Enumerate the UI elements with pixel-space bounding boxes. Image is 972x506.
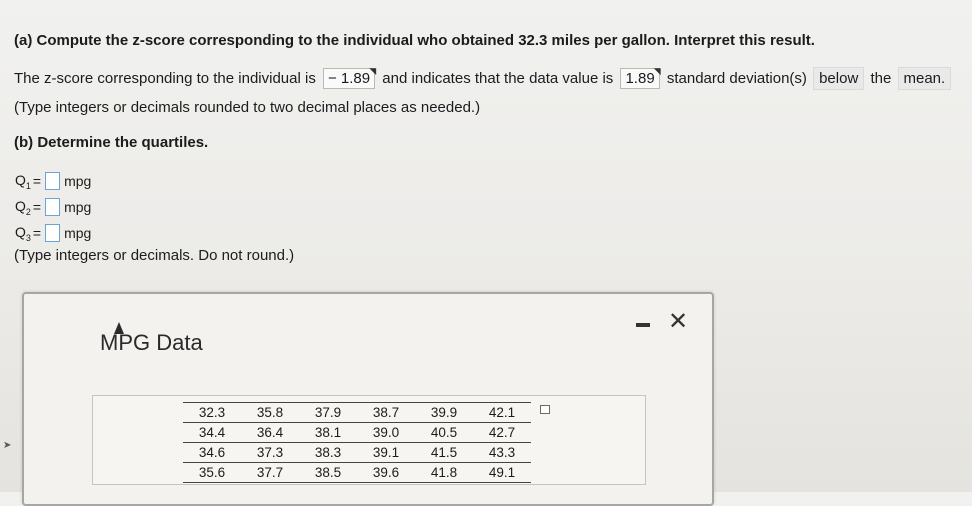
table-row (183, 403, 531, 423)
equals-sign: = (32, 173, 42, 190)
table-row (183, 443, 531, 463)
part-b-hint: (Type integers or decimals. Do not round.) (14, 247, 295, 264)
std-value: 1.89 (625, 70, 655, 87)
table-cell: 35.8 (241, 403, 299, 423)
table-cell: 37.3 (241, 443, 299, 463)
equals-sign: = (32, 199, 42, 216)
part-a-question-text: Compute the z-score corresponding to the individual who obtained 32.3 miles per gallon. Interpret this result. (36, 32, 815, 49)
part-b-label: (b) (14, 134, 34, 151)
close-icon[interactable]: ✕ (668, 308, 689, 335)
table-cell: 42.7 (473, 423, 531, 443)
the-word: the (870, 70, 892, 87)
part-a-label: (a) (14, 32, 33, 49)
part-b-question (14, 134, 208, 151)
data-panel (92, 395, 646, 485)
mpg-data-modal (22, 292, 714, 506)
table-cell: 39.1 (357, 443, 415, 463)
q2-unit: mpg (64, 199, 92, 216)
reference-dropdown[interactable]: mean. (898, 67, 952, 90)
modal-title: MPG Data (100, 330, 203, 355)
quartile-row-2 (15, 198, 91, 217)
table-cell: 38.3 (299, 443, 357, 463)
quartile-row-3 (15, 224, 91, 243)
table-cell: 42.1 (473, 403, 531, 423)
table-row (183, 423, 531, 443)
table-cell: 37.9 (299, 403, 357, 423)
table-cell: 38.7 (357, 403, 415, 423)
answer-middle: and indicates that the data value is (382, 70, 614, 87)
table-cell: 36.4 (241, 423, 299, 443)
direction-dropdown[interactable]: below (813, 67, 864, 90)
q3-unit: mpg (64, 225, 92, 242)
std-value-answer-box[interactable] (620, 68, 659, 89)
mpg-data-table (183, 402, 531, 483)
z-score-value: − 1.89 (328, 70, 371, 87)
q3-input[interactable] (45, 224, 60, 242)
q2-input[interactable] (45, 198, 60, 216)
q1-label: $Q_1$ (15, 172, 31, 191)
q1-unit: mpg (64, 173, 92, 190)
part-a-question (14, 32, 815, 49)
table-cell: 35.6 (183, 463, 241, 483)
q2-label: $Q_2$ (15, 198, 31, 217)
cursor-icon (114, 322, 124, 334)
table-cell: 41.5 (415, 443, 473, 463)
answer-suffix: standard deviation(s) (666, 70, 807, 87)
answer-prefix: The z-score corresponding to the individual is (14, 70, 316, 87)
table-cell: 34.6 (183, 443, 241, 463)
side-arrow-icon: ➤ (3, 440, 12, 451)
table-row (183, 463, 531, 483)
check-mark-icon: ◥ (653, 66, 661, 76)
table-cell: 39.6 (357, 463, 415, 483)
q1-input[interactable] (45, 172, 60, 190)
table-cell: 43.3 (473, 443, 531, 463)
table-cell: 37.7 (241, 463, 299, 483)
part-a-answer (14, 67, 953, 90)
check-mark-icon: ◥ (369, 66, 377, 76)
table-cell: 39.9 (415, 403, 473, 423)
minimize-icon[interactable] (636, 323, 650, 327)
table-cell: 34.4 (183, 423, 241, 443)
equals-sign: = (32, 225, 42, 242)
table-cell: 32.3 (183, 403, 241, 423)
table-cell: 39.0 (357, 423, 415, 443)
table-cell: 38.1 (299, 423, 357, 443)
copy-icon[interactable] (540, 405, 550, 414)
quartile-row-1 (15, 172, 91, 191)
z-score-answer-box[interactable] (323, 68, 375, 89)
q3-label: $Q_3$ (15, 224, 31, 243)
part-b-question-text: Determine the quartiles. (37, 134, 209, 151)
table-cell: 38.5 (299, 463, 357, 483)
table-cell: 40.5 (415, 423, 473, 443)
table-cell: 41.8 (415, 463, 473, 483)
table-cell: 49.1 (473, 463, 531, 483)
part-a-hint: (Type integers or decimals rounded to two decimal places as needed.) (14, 99, 481, 116)
